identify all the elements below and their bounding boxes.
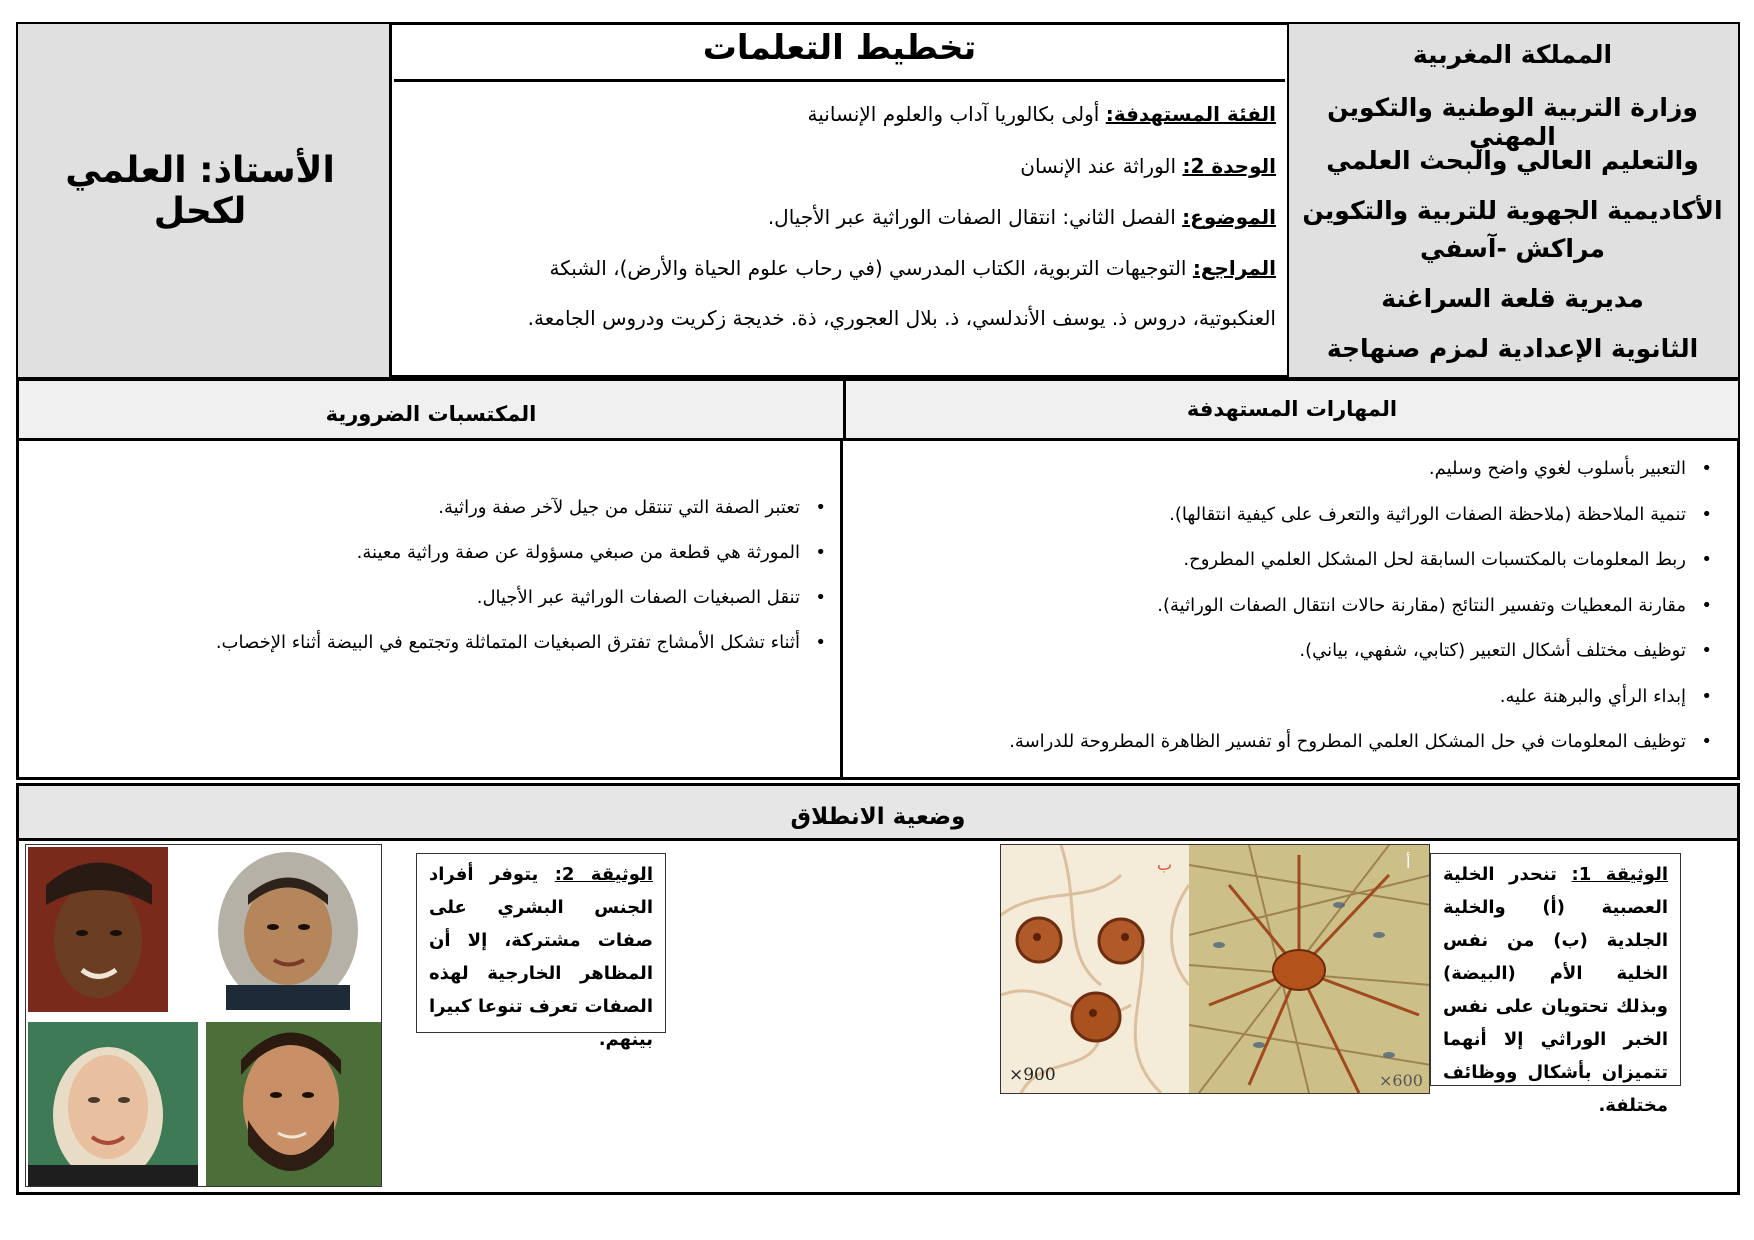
teacher-name: الأستاذ: العلمي لكحل [65, 150, 335, 232]
label-a: أ [1406, 853, 1411, 872]
list-item: • تنمية الملاحظة (ملاحظة الصفات الوراثية والتعرف على كيفية انتقالها). [1009, 504, 1718, 550]
doc2-label: الوثيقة 2: [554, 864, 653, 885]
cell-micrograph-image [1000, 844, 1430, 1094]
human-faces-photo [25, 844, 382, 1187]
prerequisites-list [216, 497, 832, 677]
target-value: أولى بكالوريا آداب والعلوم الإنسانية [807, 102, 1106, 126]
face-photo-2 [186, 847, 381, 1012]
list-item: • تنقل الصبغيات الصفات الوراثية عبر الأجيال. [216, 587, 832, 632]
refs-line-2: العنكبوتية، دروس ذ. يوسف الأندلسي، ذ. بلال العجوري، ذة. خديجة زكريت ودروس الجامعة. [527, 306, 1276, 330]
topic-label: الموضوع: [1182, 205, 1276, 229]
topic-value: الفصل الثاني: انتقال الصفات الوراثية عبر الأجيال. [767, 205, 1183, 229]
document-1-text [1430, 853, 1681, 1116]
list-item: • توظيف المعلومات في حل المشكل العلمي المطروح أو تفسير الظاهرة المطروحة للدراسة. [1009, 731, 1718, 777]
list-item: • ربط المعلومات بالمكتسبات السابقة لحل المشكل العلمي المطروح. [1009, 549, 1718, 595]
skills-heading: المهارات المستهدفة [843, 381, 1738, 441]
prerequisites-heading: المكتسبات الضرورية [19, 381, 843, 441]
target-line [808, 102, 1276, 126]
magnification-600: ×600 [1379, 1071, 1423, 1090]
refs-value: التوجيهات التربوية، الكتاب المدرسي (في رحاب علوم الحياة والأرض)، الشبكة [549, 256, 1193, 280]
refs-line [549, 256, 1276, 280]
institution-line: مراكش -آسفي [1420, 234, 1605, 263]
list-item: • التعبير بأسلوب لغوي واضح وسليم. [1009, 458, 1718, 504]
unit-label: الوحدة 2: [1182, 154, 1276, 178]
list-item: • أثناء تشكل الأمشاج تفترق الصبغيات المتماثلة وتجتمع في البيضة أثناء الإخصاب. [216, 632, 832, 677]
face-photo-1 [28, 847, 168, 1012]
skills-list [1009, 458, 1718, 777]
list-item: • توظيف مختلف أشكال التعبير (كتابي، شفهي، بياني). [1009, 640, 1718, 686]
face-photo-4 [206, 1022, 381, 1186]
doc1-label: الوثيقة 1: [1571, 864, 1668, 885]
institution-line: والتعليم العالي والبحث العلمي [1326, 146, 1699, 175]
topic-line [768, 205, 1276, 229]
unit-value: الوراثة عند الإنسان [1020, 154, 1183, 178]
magnification-900: ×900 [1009, 1065, 1056, 1085]
doc2-body: يتوفر أفراد الجنس البشري على صفات مشتركة، إلا أن المظاهر الخارجية لهذه الصفات تعرف تنوعا كبيرا بينهم. [429, 864, 653, 1050]
list-item: • مقارنة المعطيات وتفسير النتائج (مقارنة حالات انتقال الصفات الوراثية). [1009, 595, 1718, 641]
face-photo-3 [28, 1022, 198, 1187]
document-2-text [416, 853, 666, 1050]
list-item: • إبداء الرأي والبرهنة عليه. [1009, 686, 1718, 732]
target-label: الفئة المستهدفة: [1105, 102, 1276, 126]
faces-collage [26, 845, 382, 1187]
institution-line: الثانوية الإعدادية لمزم صنهاجة [1326, 334, 1699, 363]
institution-line: الأكاديمية الجهوية للتربية والتكوين [1302, 196, 1723, 225]
skin-cells-panel [1001, 845, 1189, 1093]
doc1-body: تنحدر الخلية العصبية (أ) والخلية الجلدية (ب) من نفس الخلية الأم (البيضة) وبذلك تحتويان على نفس الخبر الوراثي إلا أنهما تتميزان بأشكال ووظائف مختلفة. [1443, 864, 1668, 1116]
institution-line: مديرية قلعة السراغنة [1381, 284, 1644, 313]
refs-label: المراجع: [1192, 256, 1276, 280]
neuron-drawing [1189, 845, 1430, 1093]
list-item: • المورثة هي قطعة من صبغي مسؤولة عن صفة وراثية معينة. [216, 542, 832, 587]
column-divider [840, 441, 843, 779]
label-b: ب [1157, 855, 1173, 874]
unit-line [1020, 154, 1276, 178]
page-title: تخطيط التعلمات [702, 28, 977, 68]
skin-cells-drawing [1001, 845, 1189, 1093]
neuron-panel [1189, 845, 1430, 1093]
institution-line: المملكة المغربية [1412, 40, 1613, 69]
institution-line: وزارة التربية الوطنية والتكوين المهني [1327, 93, 1698, 151]
starting-situation-heading: وضعية الانطلاق [19, 786, 1737, 841]
list-item: • تعتبر الصفة التي تنتقل من جيل لآخر صفة وراثية. [216, 497, 832, 542]
